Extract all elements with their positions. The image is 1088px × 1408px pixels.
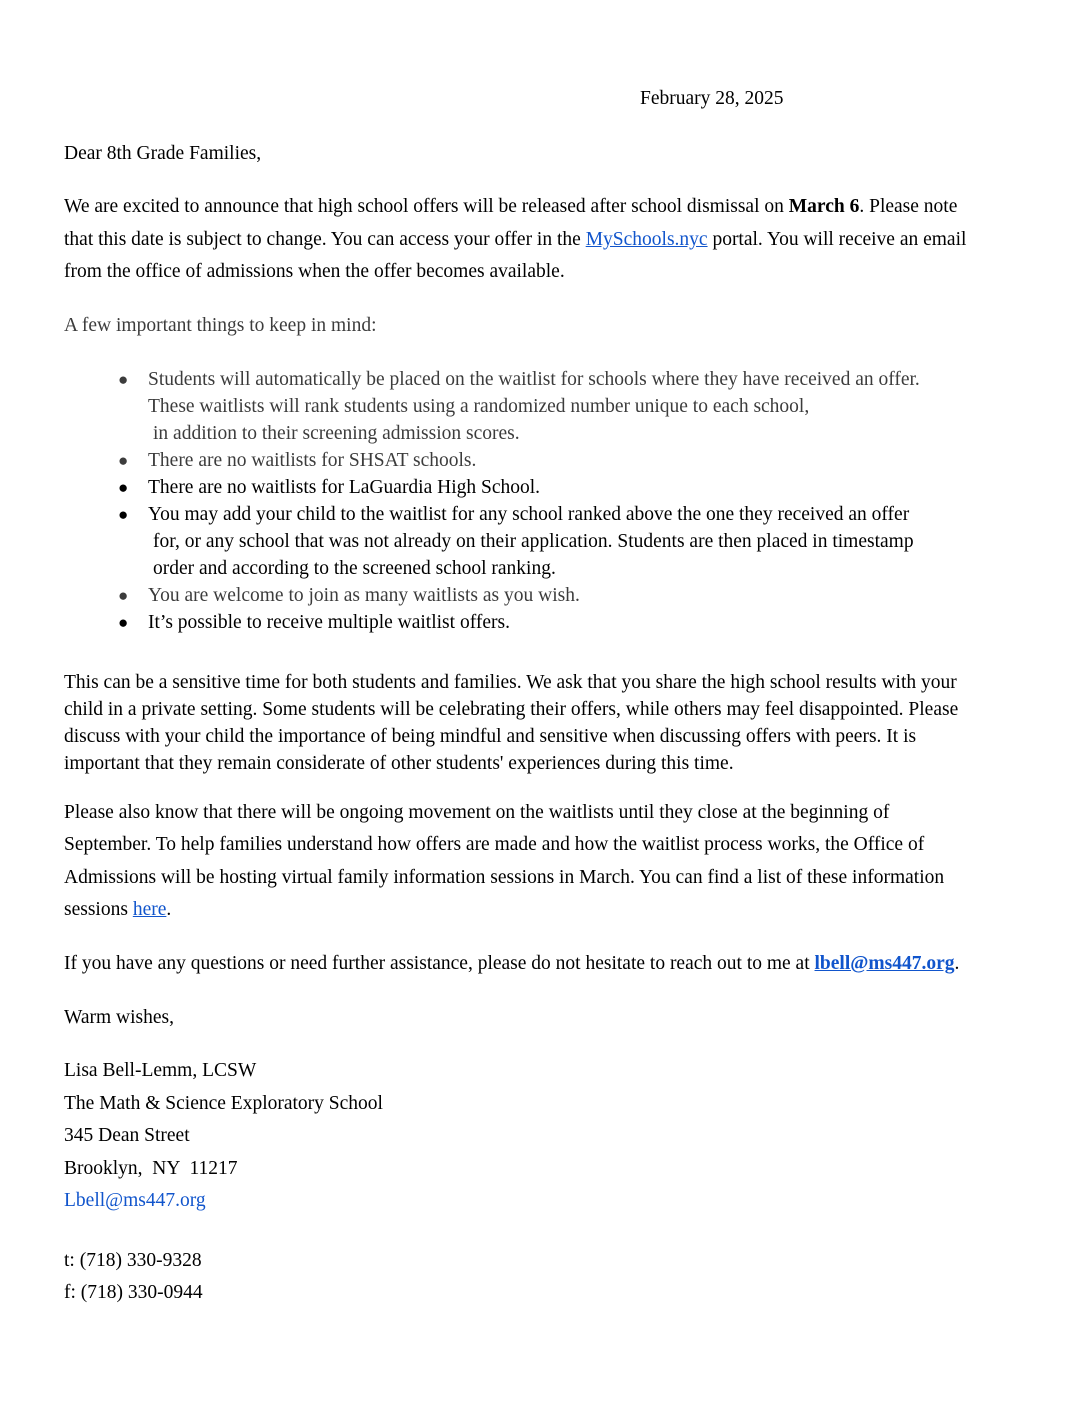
signature-city: Brooklyn, NY 11217 bbox=[64, 1158, 238, 1179]
intro-line-1 bbox=[64, 193, 957, 220]
intro-text: that this date is subject to change. You can access your offer in the bbox=[64, 229, 586, 250]
list-item-text: There are no waitlists for LaGuardia High School. bbox=[148, 477, 541, 498]
myschools-link[interactable]: MySchools.nyc bbox=[585, 229, 708, 250]
important-points-list bbox=[118, 366, 1018, 636]
list-item-text: You are welcome to join as many waitlists as you wish. bbox=[148, 585, 580, 606]
waitlist-text: sessions bbox=[64, 899, 133, 920]
bullet-icon: ● bbox=[118, 505, 129, 524]
list-item-text: Students will automatically be placed on the waitlist for schools where they have received an offer. bbox=[148, 369, 920, 390]
contact-email-link[interactable]: lbell@ms447.org bbox=[814, 953, 955, 974]
offer-date-bold: March 6 bbox=[788, 196, 860, 217]
questions-text: If you have any questions or need further assistance, please do not hesitate to reach out to me at bbox=[64, 953, 815, 974]
list-item bbox=[118, 582, 1018, 609]
list-item bbox=[118, 501, 1018, 582]
intro-text: portal. You will receive an email bbox=[707, 229, 967, 250]
signature-school: The Math & Science Exploratory School bbox=[64, 1093, 383, 1114]
list-item-text: You may add your child to the waitlist for any school ranked above the one they received an offer bbox=[148, 504, 910, 525]
intro-line-2 bbox=[64, 226, 966, 253]
intro-line-3: from the office of admissions when the offer becomes available. bbox=[64, 261, 565, 282]
list-item-text: It’s possible to receive multiple waitlist offers. bbox=[148, 612, 510, 633]
closing: Warm wishes, bbox=[64, 1007, 174, 1028]
waitlist-line-2: September. To help families understand how offers are made and how the waitlist process works, the Office of bbox=[64, 834, 925, 855]
list-item-text: in addition to their screening admission scores. bbox=[153, 423, 520, 444]
salutation: Dear 8th Grade Families, bbox=[64, 143, 262, 164]
intro-text: We are excited to announce that high school offers will be released after school dismissal on bbox=[64, 196, 789, 217]
list-item bbox=[118, 609, 1018, 636]
signature-street: 345 Dean Street bbox=[64, 1125, 190, 1146]
info-sessions-link[interactable]: here bbox=[132, 899, 167, 920]
signature-email[interactable]: Lbell@ms447.org bbox=[64, 1190, 206, 1211]
questions-line bbox=[64, 950, 959, 977]
keep-in-mind-heading: A few important things to keep in mind: bbox=[64, 315, 377, 336]
sensitive-line-1: This can be a sensitive time for both students and families. We ask that you share the high school results with your bbox=[64, 672, 957, 693]
sensitive-line-3: discuss with your child the importance of being mindful and sensitive when discussing offers with peers. It is bbox=[64, 726, 917, 747]
letter-date: February 28, 2025 bbox=[640, 88, 784, 109]
sensitive-line-4: important that they remain considerate of other students' experiences during this time. bbox=[64, 753, 734, 774]
waitlist-line-4 bbox=[64, 896, 171, 923]
list-item-text: These waitlists will rank students using a randomized number unique to each school, bbox=[148, 396, 810, 417]
list-item-text: order and according to the screened school ranking. bbox=[153, 558, 556, 579]
waitlist-text: . bbox=[166, 899, 172, 920]
list-item bbox=[118, 447, 1018, 474]
bullet-icon: ● bbox=[118, 451, 129, 470]
signature-phone: t: (718) 330-9328 bbox=[64, 1250, 202, 1271]
signature-fax: f: (718) 330-0944 bbox=[64, 1282, 203, 1303]
waitlist-line-1: Please also know that there will be ongoing movement on the waitlists until they close at the beginning of bbox=[64, 802, 890, 823]
list-item bbox=[118, 474, 1018, 501]
signature-name: Lisa Bell-Lemm, LCSW bbox=[64, 1060, 257, 1081]
bullet-icon: ● bbox=[118, 370, 129, 389]
bullet-icon: ● bbox=[118, 478, 129, 497]
waitlist-line-3: Admissions will be hosting virtual family information sessions in March. You can find a list of these information bbox=[64, 867, 945, 888]
list-item-text: for, or any school that was not already on their application. Students are then placed in timestamp bbox=[153, 531, 914, 552]
list-item-text: There are no waitlists for SHSAT schools. bbox=[148, 450, 477, 471]
bullet-icon: ● bbox=[118, 613, 129, 632]
intro-text: . Please note bbox=[859, 196, 958, 217]
sensitive-line-2: child in a private setting. Some students will be celebrating their offers, while others may feel disappointed. Please bbox=[64, 699, 959, 720]
bullet-icon: ● bbox=[118, 586, 129, 605]
questions-text: . bbox=[954, 953, 960, 974]
list-item bbox=[118, 366, 1018, 447]
